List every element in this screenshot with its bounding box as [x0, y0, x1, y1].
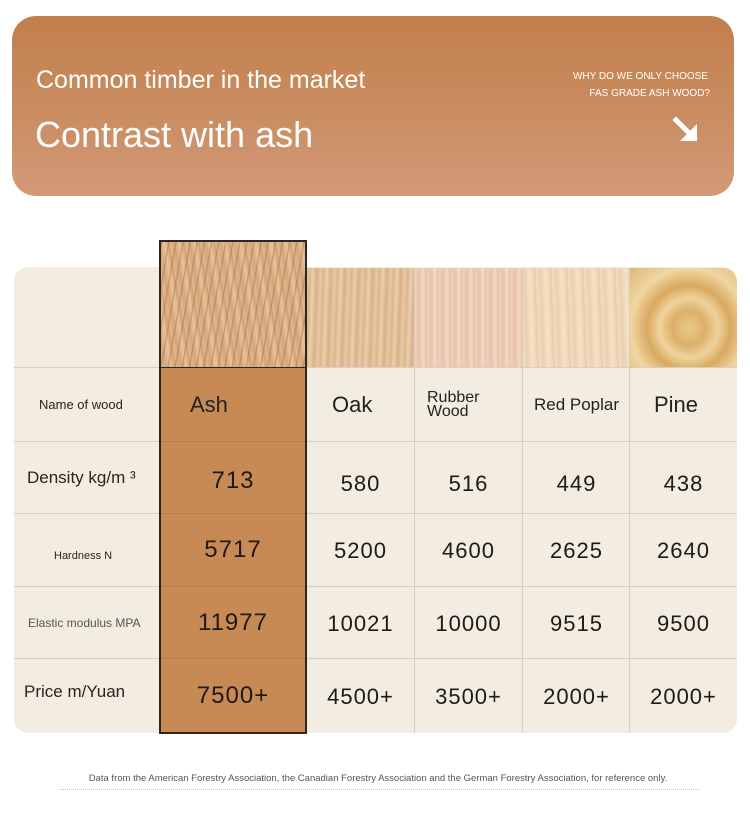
red-poplar-hardness: 2625: [550, 538, 603, 563]
row-label-hardness: Hardness N: [54, 550, 113, 562]
pine-texture-image: [630, 268, 737, 368]
banner-subtitle: Common timber in the market: [36, 66, 366, 94]
red-poplar-texture-image: [523, 268, 630, 368]
pine-hardness: 2640: [657, 538, 710, 563]
wood-name-ash: Ash: [190, 391, 228, 417]
footnote-divider: [60, 789, 700, 790]
ash-row-divider: [161, 441, 305, 442]
wood-name-oak: Oak: [332, 391, 373, 417]
pine-density: 438: [663, 470, 704, 496]
ash-texture-image: [161, 242, 305, 368]
banner-question-line2: FAS GRADE ASH WOOD?: [589, 88, 710, 99]
banner-title: Contrast with ash: [35, 114, 314, 155]
wood-name-red-poplar: Red Poplar: [533, 394, 620, 414]
row-label-price: Price m/Yuan: [24, 682, 126, 701]
wood-name-pine: Pine: [654, 391, 699, 417]
rubber-wood-price: 3500+: [435, 683, 502, 709]
oak-hardness: 5200: [334, 538, 387, 563]
oak-texture-image: [307, 268, 415, 368]
row-label-density: Density kg/m ³: [27, 467, 136, 487]
red-poplar-elastic-modulus: 9515: [550, 610, 603, 636]
rubber-wood-texture-image: [415, 268, 523, 368]
ash-elastic-modulus: 11977: [198, 608, 268, 636]
red-poplar-price: 2000+: [543, 683, 610, 709]
banner-question-line1: WHY DO WE ONLY CHOOSE: [572, 71, 708, 82]
row-label-name: Name of wood: [39, 397, 123, 412]
oak-elastic-modulus: 10021: [327, 610, 394, 636]
rubber-wood-density: 516: [448, 470, 489, 496]
ash-hardness: 5717: [204, 536, 262, 563]
header-banner: [12, 16, 734, 196]
wood-name-rubber-wood: Rubber Wood: [427, 388, 480, 420]
rubber-wood-elastic-modulus: 10000: [435, 610, 502, 636]
oak-price: 4500+: [327, 683, 394, 709]
ash-price: 7500+: [196, 681, 270, 709]
red-poplar-density: 449: [556, 470, 597, 496]
ash-density: 713: [211, 466, 255, 494]
row-label-elastic: Elastic modulus MPA: [28, 615, 141, 630]
data-source-footnote: Data from the American Forestry Association, the Canadian Forestry Association and the German Forestry Association, for reference only.: [88, 773, 668, 784]
pine-elastic-modulus: 9500: [657, 610, 710, 636]
pine-price: 2000+: [650, 683, 717, 709]
rubber-wood-hardness: 4600: [442, 538, 495, 563]
arrow-down-right-icon: [670, 114, 704, 148]
oak-density: 580: [340, 470, 381, 496]
